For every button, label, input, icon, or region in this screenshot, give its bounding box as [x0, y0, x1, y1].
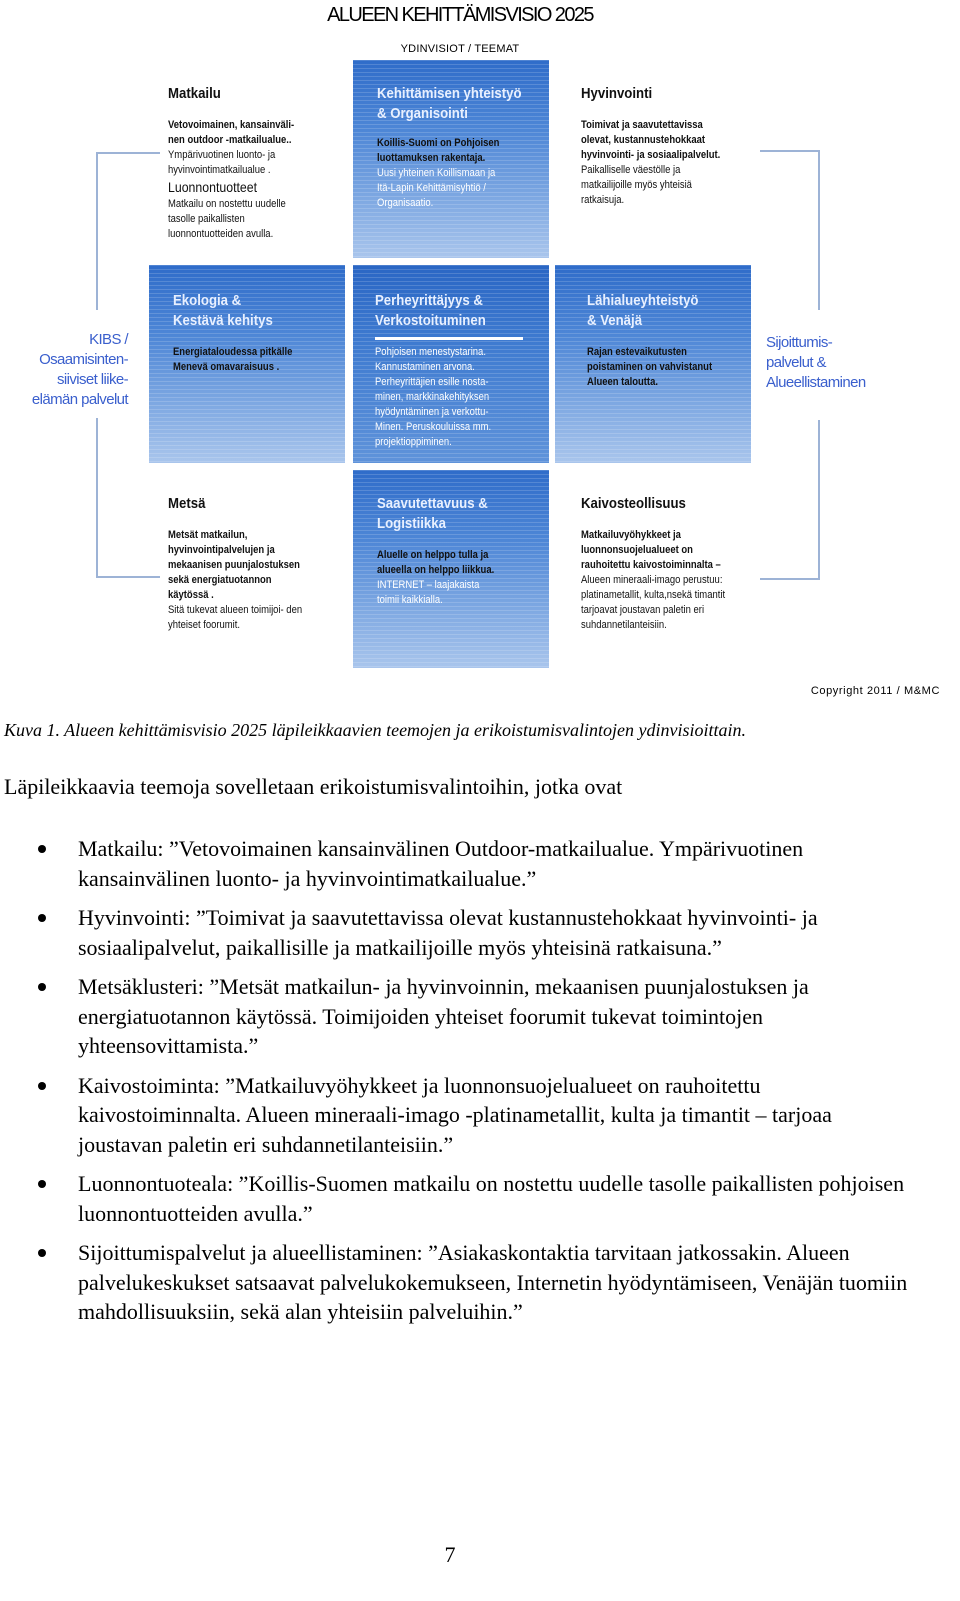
- cell-title: Hyvinvointi: [581, 85, 653, 102]
- list-item-text: Matkailu: ”Vetovoimainen kansainvälinen Outdoor-matkailualue. Ympärivuotinen kansainvälinen luonto- ja hyvinvointimatkailualue.”: [78, 836, 804, 891]
- bullet-icon: [38, 1082, 46, 1090]
- list-item-text: Kaivostoiminta: ”Matkailuvyöhykkeet ja luonnonsuojelualueet on rauhoitettu kaivostoiminnalta. Alueen mineraali-imago -platinametallit, kulta ja timantit – tarjoaa joustavan paletin eri suhdannetilanteisiin.”: [78, 1072, 832, 1157]
- cell-metsa: [160, 488, 350, 668]
- page-number: 7: [444, 1542, 456, 1567]
- cell-lahialue: [555, 265, 751, 463]
- cell-text-bold: Energiataloudessa pitkälle Menevä omavaraisuus .: [173, 346, 293, 373]
- bullet-icon: [38, 914, 46, 922]
- cell-title: Matkailu: [168, 85, 221, 102]
- cell-title: Perheyrittäjyys & Verkostoituminen: [375, 292, 486, 329]
- bullet-icon: [38, 983, 46, 991]
- cell-text-bold: Metsät matkailun, hyvinvointipalvelujen ja mekaanisen puunjalostuksen sekä energiatuotannon käytössä .: [168, 529, 300, 601]
- cell-kehittamisen: [353, 60, 549, 258]
- cell-title: Kaivosteollisuus: [581, 495, 686, 512]
- cell-title: Saavutettavuus & Logistiikka: [377, 495, 488, 532]
- list-item-text: Metsäklusteri: ”Metsät matkailun- ja hyvinvoinnin, mekaanisen puunjalostuksen ja energiatuotannon käytössä. Toimijoiden yhteiset foorumit tukevat toimintojen yhteensovittamista.”: [78, 974, 809, 1058]
- copyright-text: Copyright 2011 / M&MC: [810, 685, 940, 697]
- cell-text: Matkailu on nostettu uudelle tasolle paikallisten luonnontuotteiden avulla.: [168, 198, 286, 240]
- list-item: [0, 1238, 920, 1327]
- cell-title: Lähialueyhteistyö & Venäjä: [587, 292, 699, 329]
- bullet-icon: [38, 1249, 46, 1257]
- cell-text: Ympärivuotinen luonto- ja hyvinvointimatkailualue .: [168, 149, 276, 176]
- cell-title: Kehittämisen yhteistyö & Organisointi: [377, 85, 522, 122]
- diagram-title: ALUEEN KEHITTÄMISVISIO 2025: [327, 4, 593, 26]
- cell-text: INTERNET – laajakaista toimii kaikkialla.: [377, 579, 480, 606]
- list-item-text: Luonnontuoteala: ”Koillis-Suomen matkailu on nostettu uudelle tasolle paikallisten pohjoisen luonnontuotteiden avulla.”: [78, 1171, 905, 1226]
- cell-subheading: Luonnontuotteet: [168, 179, 258, 195]
- list-item: [0, 834, 920, 893]
- figure-caption: Kuva 1. Alueen kehittämisvisio 2025 läpileikkaavien teemojen ja erikoistumisvalintojen ydinvisioittain.: [4, 720, 747, 740]
- cell-saavutettavuus: [353, 470, 549, 668]
- cell-text-bold: Koillis-Suomi on Pohjoisen luottamuksen rakentaja.: [377, 137, 500, 164]
- right-side-label: Sijoittumis- palvelut & Alueellistaminen: [766, 334, 866, 391]
- list-item: [0, 903, 920, 962]
- bullet-list: [0, 834, 920, 1337]
- cell-text-bold: Vetovoimainen, kansainväli- nen outdoor -matkailualue..: [168, 119, 295, 146]
- list-item-text: Sijoittumispalvelut ja alueellistaminen: ”Asiakaskontaktia tarvitaan jatkossakin. Alueen palvelukeskukset satsaavat palvelukokemukseen, Internetin hyödyntämiseen, Venäjän tuomiin mahdollisuuksiin, sekä alan yhteisiin palveluihin.”: [78, 1240, 908, 1324]
- body-paragraph: Läpileikkaavia teemoja sovelletaan erikoistumisvalintoihin, jotka ovat: [4, 774, 623, 799]
- cell-perheyrittajyys: [353, 265, 549, 463]
- cell-text-bold: Aluelle on helppo tulla ja alueella on helppo liikkua.: [377, 549, 495, 576]
- title-underline: [375, 337, 523, 340]
- left-side-label: KIBS / Osaamisinten- siiviset liike- elämän palvelut: [31, 331, 128, 408]
- cell-text: Alueen mineraali-imago perustuu: platinametallit, kulta,nsekä timantit tarjoavat joustavan paletin eri suhdannetilanteisiin.: [581, 574, 726, 631]
- bullet-icon: [38, 845, 46, 853]
- cell-text: Uusi yhteinen Koillismaan ja Itä-Lapin Kehittämisyhtiö / Organisaatio.: [377, 167, 496, 209]
- cell-text-bold: Rajan estevaikutusten poistaminen on vahvistanut Alueen taloutta.: [587, 346, 713, 388]
- list-item-text: Hyvinvointi: ”Toimivat ja saavutettavissa olevat kustannustehokkaat hyvinvointi- ja sosiaalipalvelut, paikallisille ja matkailijoille myös yhteisinä ratkaisuna.”: [78, 905, 818, 960]
- cell-text: Sitä tukevat alueen toimijoi- den yhteiset foorumit.: [168, 604, 303, 631]
- bullet-icon: [38, 1180, 46, 1188]
- list-item: [0, 1169, 920, 1228]
- cell-text-bold: Matkailuvyöhykkeet ja luonnonsuojelualueet on rauhoitettu kaivostoiminnalta –: [581, 529, 721, 571]
- list-item: [0, 972, 920, 1061]
- cell-text: Paikalliselle väestölle ja matkailijoille myös yhteisiä ratkaisuja.: [581, 164, 692, 206]
- cell-ekologia: [149, 265, 345, 463]
- diagram-subtitle: YDINVISIOT / TEEMAT: [400, 43, 520, 55]
- cell-matkailu: [160, 78, 350, 258]
- cell-title: Metsä: [168, 495, 206, 512]
- cell-text-bold: Pohjoisen menestystarina. Kannustaminen arvona.: [375, 346, 486, 373]
- cell-text: Perheyrittäjien esille nosta- minen, markkinakehityksen hyödyntäminen ja verkottu- Minen. Peruskouluissa mm. projektioppiminen.: [375, 376, 492, 448]
- cell-title: Ekologia & Kestävä kehitys: [173, 292, 273, 329]
- list-item: [0, 1071, 920, 1160]
- cell-text-bold: Toimivat ja saavutettavissa olevat, kustannustehokkaat hyvinvointi- ja sosiaalipalvelut.: [581, 119, 721, 161]
- cell-kaivos: [573, 488, 763, 668]
- cell-hyvinvointi: [573, 78, 763, 258]
